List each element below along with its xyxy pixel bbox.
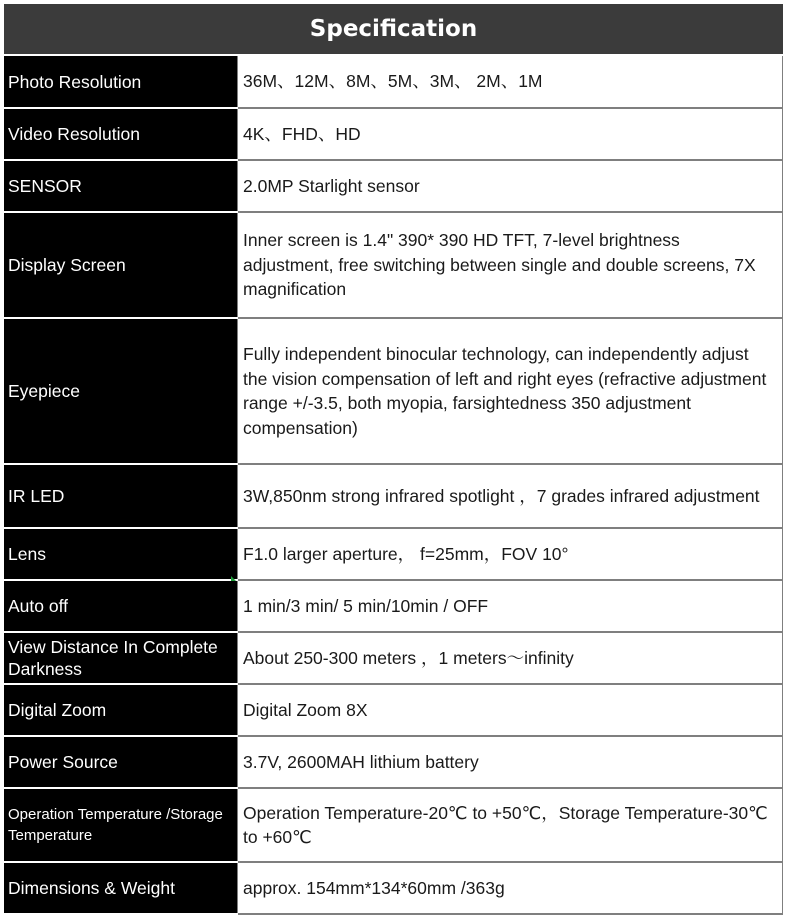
row-label: Video Resolution: [4, 108, 238, 160]
row-label: SENSOR: [4, 160, 238, 212]
spec-header: [4, 4, 783, 56]
table-row-ir-led: [4, 464, 783, 528]
row-label: Digital Zoom: [4, 684, 238, 736]
row-value: Inner screen is 1.4" 390* 390 HD TFT, 7-level brightness adjustment, free switching between single and double screens, 7X magnification: [238, 212, 783, 318]
table-row-photo-resolution: [4, 56, 783, 108]
row-value: 4K、FHD、HD: [238, 108, 783, 160]
row-value: 2.0MP Starlight sensor: [238, 160, 783, 212]
spec-table: [4, 56, 783, 915]
row-value: Digital Zoom 8X: [238, 684, 783, 736]
table-row-view-distance: [4, 632, 783, 684]
row-value: approx. 154mm*134*60mm /363g: [238, 862, 783, 914]
table-row-temperature: [4, 788, 783, 862]
cell-corner-mark: [231, 576, 236, 581]
row-value: About 250-300 meters ，1 meters～infinity: [238, 632, 783, 684]
table-row-digital-zoom: [4, 684, 783, 736]
row-label: IR LED: [4, 464, 238, 528]
table-row-dimensions-weight: [4, 862, 783, 914]
row-label: Lens: [4, 528, 238, 580]
table-row-display-screen: [4, 212, 783, 318]
table-row-auto-off: [4, 580, 783, 632]
row-value: F1.0 larger aperture， f=25mm，FOV 10°: [238, 528, 783, 580]
row-label: Operation Temperature /Storage Temperature: [4, 788, 238, 862]
table-row-eyepiece: [4, 318, 783, 464]
row-label: Eyepiece: [4, 318, 238, 464]
row-label: Dimensions & Weight: [4, 862, 238, 914]
row-label: Display Screen: [4, 212, 238, 318]
spec-sheet: [4, 4, 783, 915]
row-value: 1 min/3 min/ 5 min/10min / OFF: [238, 580, 783, 632]
row-value: Operation Temperature-20℃ to +50℃，Storage Temperature-30℃ to +60℃: [238, 788, 783, 862]
table-row-sensor: [4, 160, 783, 212]
table-row-video-resolution: [4, 108, 783, 160]
table-row-power-source: [4, 736, 783, 788]
row-label: View Distance In Complete Darkness: [4, 632, 238, 684]
row-value: Fully independent binocular technology, can independently adjust the vision compensation of left and right eyes (refractive adjustment range +/-3.5, both myopia, farsightedness 350 adjustment compensation): [238, 318, 783, 464]
row-value: 36M、12M、8M、5M、3M、 2M、1M: [238, 56, 783, 108]
table-row-lens: [4, 528, 783, 580]
row-value: 3.7V, 2600MAH lithium battery: [238, 736, 783, 788]
row-label: Power Source: [4, 736, 238, 788]
spec-title: Specification: [309, 16, 478, 42]
row-value: 3W,850nm strong infrared spotlight ，7 grades infrared adjustment: [238, 464, 783, 528]
row-label: Auto off: [4, 580, 238, 632]
row-label: Photo Resolution: [4, 56, 238, 108]
